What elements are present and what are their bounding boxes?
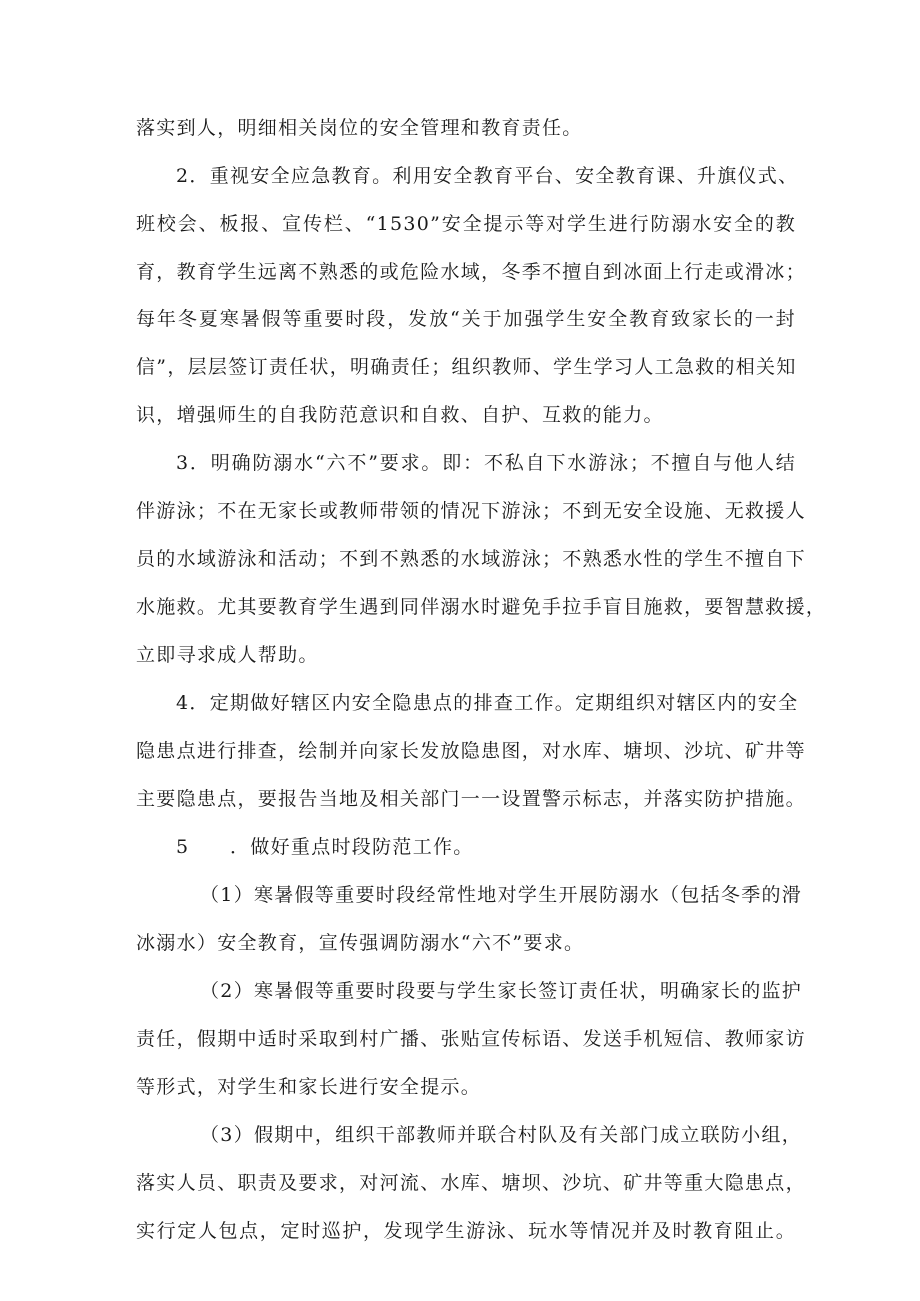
text-line: 信”，层层签订责任状，明确责任；组织教师、学生学习人工急救的相关知 — [136, 356, 797, 378]
item-3-heading-line: 3．明确防溺水“六不”要求。即：不私自下水游泳；不擅自与他人结 — [176, 452, 796, 474]
item-5-number: 5 — [176, 836, 189, 858]
text-line: 班校会、板报、宣传栏、“1530”安全提示等对学生进行防溺水安全的教 — [136, 213, 796, 235]
text-line: 落实人员、职责及要求，对河流、水库、塘坝、沙坑、矿井等重大隐患点， — [136, 1172, 806, 1194]
text-line: 立即寻求成人帮助。 — [136, 644, 319, 666]
item-2-heading-line: 2．重视安全应急教育。利用安全教育平台、安全教育课、升旗仪式、 — [176, 165, 799, 187]
text-line: 主要隐患点，要报告当地及相关部门一一设置警示标志，并落实防护措施。 — [136, 788, 806, 810]
text-line: 每年冬夏寒暑假等重要时段，发放“关于加强学生安全教育致家长的一封 — [136, 308, 796, 330]
text-line: 隐患点进行排查，绘制并向家长发放隐患图，对水库、塘坝、沙坑、矿井等 — [136, 740, 806, 762]
text-line: 实行定人包点，定时巡护，发现学生游泳、玩水等情况并及时教育阻止。 — [136, 1220, 796, 1242]
item-5-heading: ．做好重点时段防范工作。 — [230, 836, 474, 858]
subitem-3-line: （3）假期中，组织干部教师并联合村队及有关部门成立联防小组， — [200, 1124, 803, 1146]
subitem-2-line: （2）寒暑假等重要时段要与学生家长签订责任状，明确家长的监护 — [200, 980, 803, 1002]
text-line: 育，教育学生远离不熟悉的或危险水域，冬季不擅自到冰面上行走或滑冰； — [136, 261, 806, 283]
text-line: 水施救。尤其要教育学生遇到同伴溺水时避免手拉手盲目施救，要智慧救援， — [136, 596, 827, 618]
text-line: 责任，假期中适时采取到村广播、张贴宣传标语、发送手机短信、教师家访 — [136, 1028, 806, 1050]
subitem-1-line: （1）寒暑假等重要时段经常性地对学生开展防溺水（包括冬季的滑 — [200, 884, 803, 906]
text-line: 识，增强师生的自我防范意识和自救、自护、互救的能力。 — [136, 404, 664, 426]
text-line: 冰溺水）安全教育，宣传强调防溺水“六不”要求。 — [136, 932, 585, 954]
item-4-heading-line: 4．定期做好辖区内安全隐患点的排查工作。定期组织对辖区内的安全 — [176, 692, 799, 714]
text-line: 等形式，对学生和家长进行安全提示。 — [136, 1076, 482, 1098]
text-line: 落实到人，明细相关岗位的安全管理和教育责任。 — [136, 117, 583, 139]
text-line: 员的水域游泳和活动；不到不熟悉的水域游泳；不熟悉水性的学生不擅自下 — [136, 548, 806, 570]
text-line: 伴游泳；不在无家长或教师带领的情况下游泳；不到无安全设施、无救援人 — [136, 500, 806, 522]
